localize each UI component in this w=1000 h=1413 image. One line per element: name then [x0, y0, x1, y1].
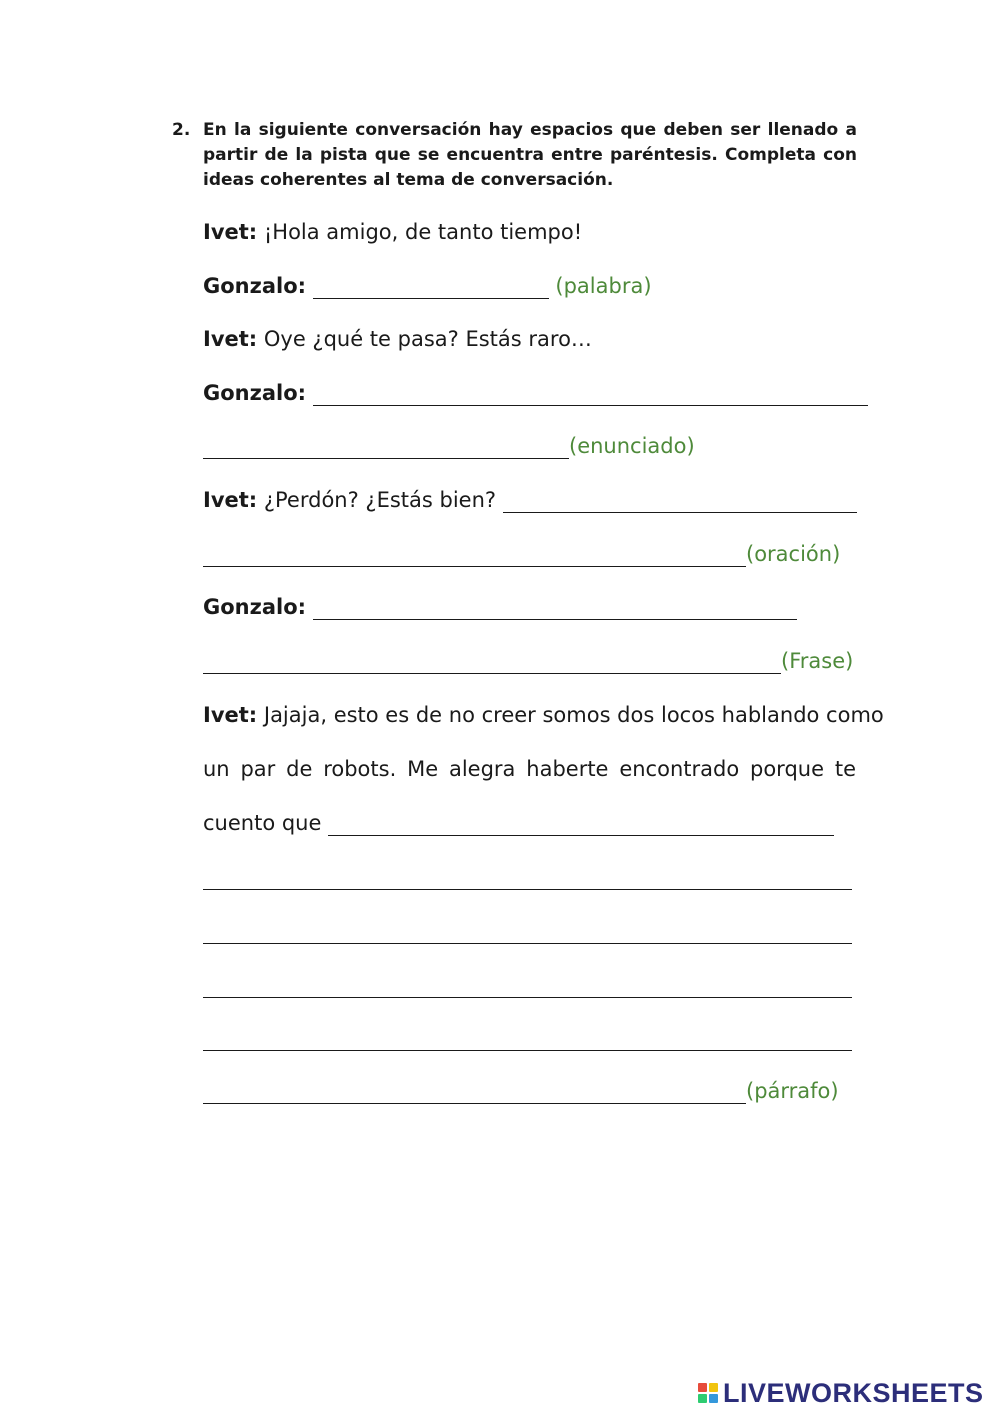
logo-mark-icon: [698, 1383, 718, 1403]
hint-label: (enunciado): [569, 434, 695, 458]
instruction-block: [172, 118, 857, 193]
dialogue-line-6: [203, 592, 797, 622]
dialogue-line-7: [203, 700, 884, 862]
answer-blank[interactable]: [313, 597, 797, 620]
speaker-gonzalo: Gonzalo:: [203, 595, 307, 619]
dialogue-line-5: [203, 485, 857, 515]
answer-blank[interactable]: [328, 813, 834, 836]
answer-line: [203, 862, 852, 892]
answer-line: [203, 916, 852, 946]
dialogue-line-4: [203, 378, 868, 408]
dialogue-text: ¿Perdón? ¿Estás bien?: [263, 488, 497, 512]
dialogue-line-3: [203, 324, 592, 354]
hint-label: (oración): [746, 542, 841, 566]
speaker-ivet: Ivet:: [203, 488, 258, 512]
speaker-ivet: Ivet:: [203, 220, 258, 244]
answer-line-final: [203, 1076, 839, 1106]
speaker-gonzalo: Gonzalo:: [203, 274, 307, 298]
answer-blank[interactable]: [203, 651, 781, 674]
hint-label: (palabra): [555, 274, 652, 298]
hint-label: (Frase): [781, 649, 854, 673]
answer-blank[interactable]: [203, 975, 852, 998]
dialogue-line-5-continued: [203, 539, 840, 569]
logo-text: LIVEWORKSHEETS: [723, 1377, 984, 1408]
answer-blank[interactable]: [203, 544, 746, 567]
answer-blank[interactable]: [503, 490, 857, 513]
liveworksheets-logo: [698, 1375, 984, 1411]
answer-line: [203, 1023, 852, 1053]
paragraph-row: [203, 808, 856, 862]
hint-label: (párrafo): [746, 1079, 839, 1103]
speaker-ivet: Ivet:: [203, 327, 258, 351]
answer-blank[interactable]: [203, 1028, 852, 1051]
speaker-gonzalo: Gonzalo:: [203, 381, 307, 405]
speaker-ivet: Ivet:: [203, 703, 258, 727]
answer-blank[interactable]: [203, 867, 852, 890]
instruction-number: 2.: [172, 120, 191, 140]
answer-line: [203, 970, 852, 1000]
dialogue-line-1: [203, 217, 582, 247]
answer-blank[interactable]: [203, 1081, 746, 1104]
dialogue-text: ¡Hola amigo, de tanto tiempo!: [263, 220, 583, 244]
answer-blank[interactable]: [313, 383, 868, 406]
dialogue-line-4-continued: [203, 431, 695, 461]
dialogue-line-6-continued: [203, 646, 853, 676]
instruction-text: En la siguiente conversación hay espacios que deben ser llenado a partir de la pista que se encuentra entre paréntesis. Completa con ideas coherentes al tema de conversación.: [203, 120, 857, 190]
dialogue-text: cuento que: [203, 811, 322, 835]
paragraph-row: un par de robots. Me alegra haberte encontrado porque te: [203, 757, 856, 781]
paragraph-row: [203, 700, 884, 754]
answer-blank[interactable]: [313, 276, 549, 299]
answer-blank[interactable]: [203, 921, 852, 944]
answer-blank[interactable]: [203, 436, 569, 459]
dialogue-text: Oye ¿qué te pasa? Estás raro…: [263, 327, 592, 351]
dialogue-line-2: [203, 271, 652, 301]
dialogue-text: Jajaja, esto es de no creer somos dos locos hablando como: [263, 703, 884, 727]
